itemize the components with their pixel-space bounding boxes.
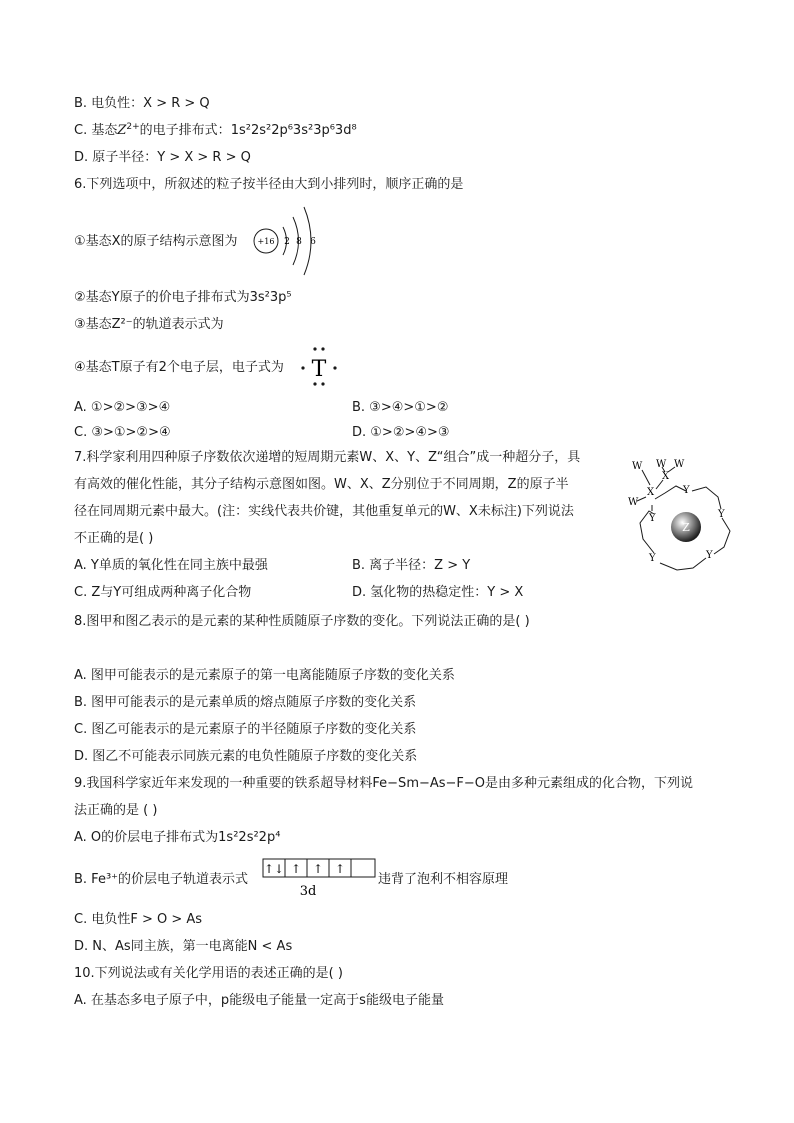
q5-c-prefix: C. 基态 [74, 123, 118, 138]
electron-dot-formula [300, 343, 340, 389]
q10-option-a: A. 在基态多电子原子中，p能级电子能量一定高于s能级电子能量 [74, 993, 444, 1008]
q7-option-d: D. 氢化物的热稳定性：Y > X [352, 585, 524, 600]
q5-option-d: D. 原子半径：Y > X > R > Q [74, 150, 251, 165]
y-label-4: Y [649, 553, 656, 564]
orbital-box-3: ↑ [312, 862, 324, 876]
shell-3-count: 6 [310, 237, 316, 247]
q6-option-c: C. ③>①>②>④ [74, 425, 171, 440]
q7-stem-line-3: 径在同周期元素中最大。(注：实线代表共价键，其他重复单元的W、X未标注)下列说法 [74, 504, 574, 519]
w-label-2: W [674, 459, 685, 470]
w-label-1: W [656, 459, 667, 470]
q8-option-d: D. 图乙不可能表示同族元素的电负性随原子序数的变化关系 [74, 749, 418, 764]
q6-stem: 6.下列选项中，所叙述的粒子按半径由大到小排列时，顺序正确的是 [74, 177, 464, 192]
q9-option-b-prefix: B. Fe³⁺的价层电子轨道表示式 [74, 872, 249, 887]
q8-option-b: B. 图甲可能表示的是元素单质的熔点随原子序数的变化关系 [74, 695, 417, 710]
q5-option-c [74, 121, 357, 141]
q8-stem: 8.图甲和图乙表示的是元素的某种性质随原子序数的变化。下列说法正确的是( ) [74, 614, 530, 629]
w-label-3: W [632, 461, 643, 472]
shell-2-count: 8 [296, 237, 302, 247]
orbital-diagram-3d [262, 858, 376, 900]
y-label-1: Y [683, 485, 690, 496]
q5-option-b: B. 电负性：X > R > Q [74, 96, 210, 111]
orbital-box-4: ↑ [334, 862, 346, 876]
q6-option-d: D. ①>②>④>③ [352, 425, 450, 440]
q10-stem: 10.下列说法或有关化学用语的表述正确的是( ) [74, 966, 343, 981]
orbital-box-1: ↑↓ [263, 862, 285, 876]
y-label-2: Y [718, 509, 725, 520]
q8-option-c: C. 图乙可能表示的是元素原子的半径随原子序数的变化关系 [74, 722, 417, 737]
q6-item-3: ③基态Z²⁻的轨道表示式为 [74, 317, 224, 332]
x-label-1: X [662, 471, 670, 482]
element-symbol-t: T [311, 357, 327, 382]
supramolecule-structure-figure [622, 455, 744, 585]
q6-item-4: ④基态T原子有2个电子层，电子式为 [74, 360, 284, 375]
q6-item-1: ①基态X的原子结构示意图为 [74, 234, 238, 249]
q5-c-ion: Z [117, 123, 127, 138]
w-label-4: W [628, 497, 639, 508]
z-label: Z [682, 521, 690, 534]
q9-option-b-suffix: 违背了泡利不相容原理 [378, 872, 509, 887]
q7-option-a: A. Y单质的氧化性在同主族中最强 [74, 558, 268, 573]
q9-stem-line-1: 9.我国科学家近年来发现的一种重要的铁系超导材料Fe−Sm−As−F−O是由多种元素组成的化合物，下列说 [74, 776, 694, 791]
nucleus-charge: +16 [257, 237, 275, 246]
q8-option-a: A. 图甲可能表示的是元素原子的第一电离能随原子序数的变化关系 [74, 668, 455, 683]
q6-option-b: B. ③>④>①>② [352, 400, 449, 415]
q7-option-b: B. 离子半径：Z > Y [352, 558, 471, 573]
q9-option-c: C. 电负性F > O > As [74, 912, 203, 927]
atomic-structure-diagram [252, 203, 322, 281]
x-label-2: X [647, 487, 655, 498]
q5-c-charge: 2+ [126, 122, 140, 132]
orbital-label-3d: 3d [299, 884, 317, 899]
q7-stem-line-2: 有高效的催化性能，其分子结构示意图如图。W、X、Z分别位于不同周期，Z的原子半 [74, 477, 569, 492]
q6-option-a: A. ①>②>③>④ [74, 400, 171, 415]
q9-option-a: A. O的价层电子排布式为1s²2s²2p⁴ [74, 830, 281, 845]
shell-1-count: 2 [284, 237, 290, 247]
q5-c-mid: 的电子排布式： [139, 123, 231, 138]
orbital-box-2: ↑ [290, 862, 302, 876]
q7-stem-line-4: 不正确的是( ) [74, 531, 154, 546]
y-label-5: Y [649, 513, 656, 524]
q7-stem-line-1: 7.科学家利用四种原子序数依次递增的短周期元素W、X、Y、Z“组合”成一种超分子，具 [74, 450, 581, 465]
q6-item-2: ②基态Y原子的价电子排布式为3s²3p⁵ [74, 290, 292, 305]
q9-stem-line-2: 法正确的是 ( ) [74, 803, 158, 818]
q9-option-d: D. N、As同主族，第一电离能N < As [74, 939, 293, 954]
q7-option-c: C. Z与Y可组成两种离子化合物 [74, 585, 252, 600]
q5-c-config: 1s²2s²2p⁶3s²3p⁶3d⁸ [230, 123, 357, 138]
y-label-3: Y [706, 550, 713, 561]
